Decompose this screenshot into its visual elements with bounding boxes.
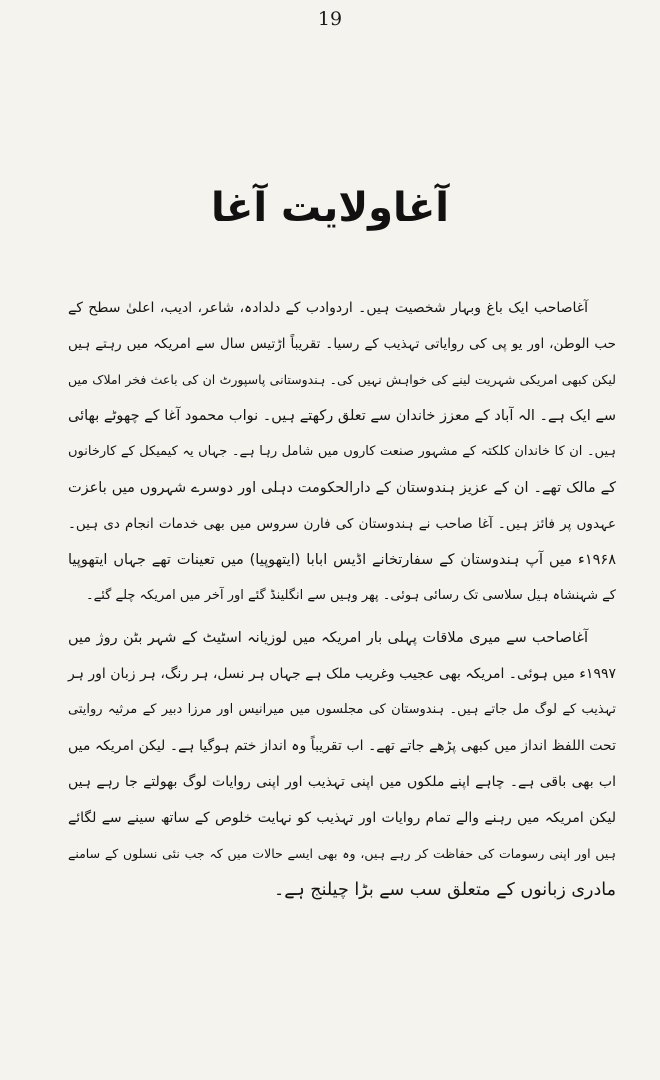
text-line: لیکن کبھی امریکی شہریت لینے کی خواہش نہیں کی۔ ہندوستانی پاسپورٹ ان کی باعث فخر املاک میں bbox=[68, 372, 616, 387]
text-line: آغاصاحب سے میری ملاقات پہلی بار امریکہ میں لوزیانہ اسٹیٹ کے شہر بٹن روژ میں bbox=[68, 630, 588, 646]
text-line: ۱۹۶۸ء میں آپ ہندوستان کے سفارتخانے اڈیس ابابا (ایتھوپیا) میں تعینات تھے جہاں ایتھوپیا bbox=[68, 552, 616, 568]
text-line: حب الوطن، اور یو پی کی روایاتی تہذیب کے رسیا۔ تقریباً اڑتیس سال سے امریکہ میں رہتے ہیں bbox=[68, 336, 616, 352]
text-line: کے مالک تھے۔ ان کے عزیز ہندوستان کے دارالحکومت دہلی اور دوسرے شہروں میں باعزت bbox=[68, 480, 616, 496]
text-line: لیکن امریکہ میں رہنے والے تمام روایات اور تہذیب کو نہایت خلوص کے ساتھ سینے سے لگائے bbox=[68, 810, 616, 826]
chapter-title: آغاولایت آغا bbox=[210, 185, 450, 231]
text-line: ۱۹۹۷ء میں ہوئی۔ امریکہ بھی عجیب وغریب ملک ہے جہاں ہر نسل، ہر رنگ، ہر زبان اور ہر bbox=[68, 666, 616, 682]
text-line: اب بھی باقی ہے۔ چاہے اپنے ملکوں میں اپنی تہذیب اور اپنی روایات لوگ بھولتے جا رہے ہیں bbox=[68, 774, 616, 790]
text-line: عہدوں پر فائز ہیں۔ آغا صاحب نے ہندوستان کی فارن سروس میں بھی خدمات انجام دی ہیں۔ bbox=[68, 516, 616, 532]
paragraph-1 bbox=[68, 290, 616, 614]
text-line: تحت اللفظ انداز میں کبھی پڑھے جاتے تھے۔ اب تقریباً وہ انداز ختم ہوگیا ہے۔ لیکن امریکہ میں bbox=[68, 738, 616, 754]
page-number: 19 bbox=[317, 8, 343, 30]
text-line: ہیں۔ ان کا خاندان کلکتہ کے مشہور صنعت کاروں میں شامل رہا ہے۔ جہاں یہ کیمیکل کے کارخانوں bbox=[68, 444, 616, 459]
paragraph-2 bbox=[68, 620, 616, 908]
text-line: ہیں اور اپنی رسومات کی حفاظت کر رہے ہیں، وہ بھی ایسے حالات میں کہ جب نئی نسلوں کے سامنے bbox=[68, 846, 616, 861]
body-text bbox=[68, 290, 616, 908]
text-line: سے ایک ہے۔ الہ آباد کے معزز خاندان سے تعلق رکھتے ہیں۔ نواب محمود آغا کے چھوٹے بھائی bbox=[68, 408, 616, 424]
text-line: تہذیب کے لوگ مل جاتے ہیں۔ ہندوستان کی مجلسوں میں میرانیس اور مرزا دبیر کے مرثیہ روایتی bbox=[68, 702, 616, 717]
text-line: مادری زبانوں کے متعلق سب سے بڑا چیلنج ہے۔ bbox=[273, 880, 616, 900]
text-line: آغاصاحب ایک باغ وبہار شخصیت ہیں۔ اردوادب کے دلدادہ، شاعر، ادیب، اعلیٰ سطح کے bbox=[68, 300, 588, 316]
text-line: کے شہنشاہ ہیل سلاسی تک رسائی ہوئی۔ پھر وہیں سے انگلینڈ گئے اور آخر میں امریکہ چلے گئے۔ bbox=[85, 588, 616, 603]
